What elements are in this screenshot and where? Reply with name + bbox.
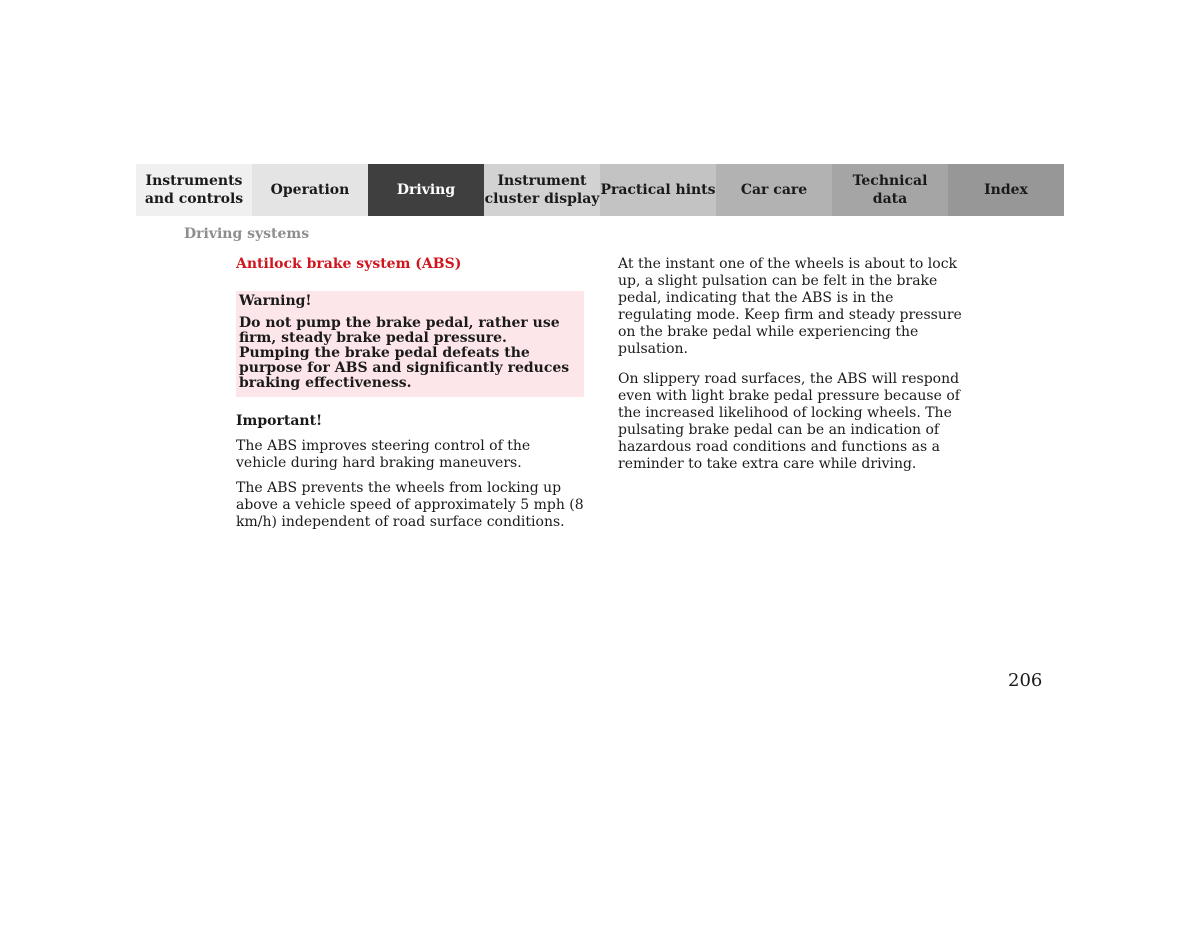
tab-technical-data[interactable] — [832, 164, 948, 216]
tab-practical-hints[interactable] — [600, 164, 716, 216]
section-title: Driving systems — [184, 226, 310, 242]
warning-title: Warning! — [239, 293, 312, 309]
tab-car-care[interactable] — [716, 164, 832, 216]
tab-label: Technical data — [852, 173, 928, 207]
section-tabs — [136, 164, 1064, 216]
tab-operation[interactable] — [252, 164, 368, 216]
tab-instruments-and-controls[interactable] — [136, 164, 252, 216]
paragraph: The ABS improves steering control of the vehicle during hard braking maneuvers. — [236, 438, 531, 471]
paragraph: On slippery road surfaces, the ABS will respond even with light brake pedal pressure because of the increased likelihood of locking wheels. The pulsating brake pedal can be an indication of hazardous road conditions and functions as a reminder to take extra care while driving. — [618, 371, 960, 472]
tab-label: Instrument cluster display — [484, 173, 600, 207]
page-number: 206 — [1008, 670, 1043, 691]
right-column — [618, 256, 970, 486]
tab-label: Operation — [270, 182, 350, 198]
tab-label: Practical hints — [600, 182, 716, 198]
tab-driving[interactable] — [368, 164, 484, 216]
warning-box — [236, 291, 584, 397]
tab-label: Instruments and controls — [144, 173, 244, 207]
tab-instrument-cluster-display[interactable] — [484, 164, 600, 216]
warning-text: Do not pump the brake pedal, rather use firm, steady brake pedal pressure. Pumping the brake pedal defeats the purpose for ABS and significantly reduces braking effectiveness. — [239, 315, 570, 391]
important-label: Important! — [236, 413, 323, 429]
left-column — [236, 256, 584, 539]
tab-index[interactable] — [948, 164, 1064, 216]
abs-heading: Antilock brake system (ABS) — [236, 256, 462, 272]
tab-label: Car care — [740, 182, 808, 198]
tab-label: Index — [984, 182, 1028, 198]
paragraph: The ABS prevents the wheels from locking up above a vehicle speed of approximately 5 mph (8 km/h) independent of road surface conditions. — [236, 480, 584, 530]
paragraph: At the instant one of the wheels is about to lock up, a slight pulsation can be felt in the brake pedal, indicating that the ABS is in the regulating mode. Keep firm and steady pressure on the brake pedal while experiencing the pulsation. — [618, 256, 962, 357]
tab-label: Driving — [396, 182, 456, 198]
